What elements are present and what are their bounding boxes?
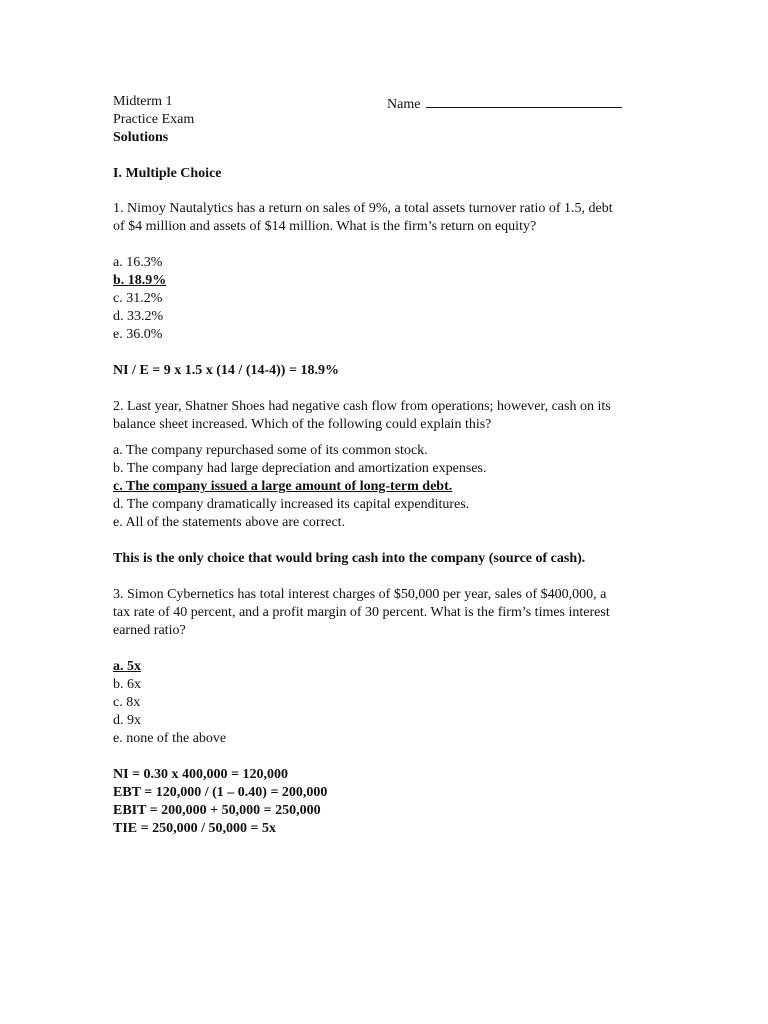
question-3-line-2: tax rate of 40 percent, and a profit margin of 30 percent. What is the firm’s times interest [113,605,610,620]
course-title: Midterm 1 [113,94,173,109]
q1-option-c: c. 31.2% [113,291,163,306]
q1-option-d: d. 33.2% [113,309,164,324]
q1-option-a: a. 16.3% [113,255,163,270]
q1-option-b-answer: b. 18.9% [113,273,167,288]
q2-option-e: e. All of the statements above are correct. [113,515,346,530]
q2-solution: This is the only choice that would bring cash into the company (source of cash). [113,551,586,566]
q1-option-e: e. 36.0% [113,327,163,342]
question-3-line-3: earned ratio? [113,623,186,638]
q2-option-b: b. The company had large depreciation and amortization expenses. [113,461,487,476]
q3-option-c: c. 8x [113,695,141,710]
exam-type: Practice Exam [113,112,195,127]
question-1 [113,200,658,380]
name-blank-line [426,93,622,108]
question-1-line-2: of $4 million and assets of $14 million. What is the firm’s return on equity? [113,219,537,234]
question-2-line-1: 2. Last year, Shatner Shoes had negative cash flow from operations; however, cash on its [113,399,611,414]
question-3-line-1: 3. Simon Cybernetics has total interest charges of $50,000 per year, sales of $400,000, a [113,587,607,602]
q3-option-b: b. 6x [113,677,141,692]
q2-option-d: d. The company dramatically increased its capital expenditures. [113,497,470,512]
q3-solution-line-1: NI = 0.30 x 400,000 = 120,000 [113,767,289,782]
exam-page [113,93,658,838]
name-label: Name [387,97,421,112]
q3-solution-line-4: TIE = 250,000 / 50,000 = 5x [113,821,276,836]
solutions-label: Solutions [113,130,169,145]
q3-solution-line-2: EBT = 120,000 / (1 – 0.40) = 200,000 [113,785,328,800]
q1-solution: NI / E = 9 x 1.5 x (14 / (14-4)) = 18.9% [113,363,339,378]
q3-solution-line-3: EBIT = 200,000 + 50,000 = 250,000 [113,803,321,818]
question-3 [113,586,658,838]
q3-option-e: e. none of the above [113,731,227,746]
q2-option-c-answer: c. The company issued a large amount of long-term debt. [113,479,453,494]
question-2 [113,398,658,568]
name-field [387,93,622,114]
question-1-line-1: 1. Nimoy Nautalytics has a return on sales of 9%, a total assets turnover ratio of 1.5, debt [113,201,613,216]
section-title: I. Multiple Choice [113,166,222,181]
q2-option-a: a. The company repurchased some of its common stock. [113,443,428,458]
q3-option-a-answer: a. 5x [113,659,141,674]
q3-option-d: d. 9x [113,713,141,728]
question-2-line-2: balance sheet increased. Which of the following could explain this? [113,417,492,432]
header-row [113,93,658,111]
